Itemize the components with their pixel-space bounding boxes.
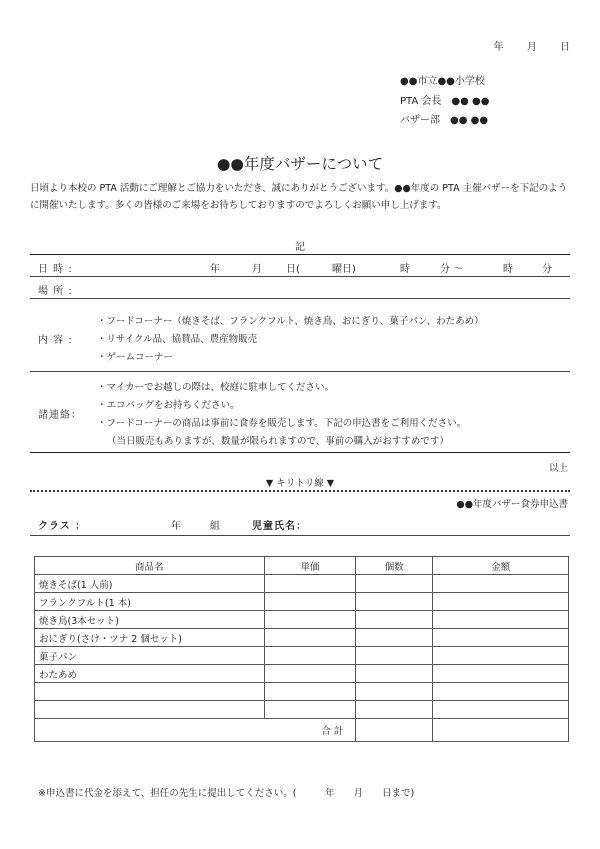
class-label: クラス ： [38, 521, 87, 532]
total-label: 合 計 [35, 719, 356, 742]
price-cell[interactable] [264, 665, 356, 683]
datetime-end-hour: 時 [503, 264, 513, 275]
amount-cell[interactable] [433, 593, 569, 611]
table-row [35, 629, 569, 647]
price-cell[interactable] [264, 593, 356, 611]
item-name: 焼きそば(1 人前) [35, 575, 265, 593]
col-header-amount: 金額 [433, 557, 569, 575]
table-header-row [35, 557, 569, 575]
price-cell[interactable] [264, 647, 356, 665]
table-row [35, 665, 569, 683]
table-row [35, 683, 569, 701]
student-name-label: 児童氏名： [252, 521, 307, 532]
datetime-day: 日( [286, 264, 300, 275]
bazaar-department: バザー部 ●● ●● [400, 115, 489, 126]
total-amount-cell[interactable] [433, 719, 569, 742]
price-cell[interactable] [264, 611, 356, 629]
school-name: ●●市立●●小学校 [400, 76, 485, 87]
content-label: 内 容 : [38, 335, 73, 346]
datetime-start-hour: 時 [400, 264, 410, 275]
qty-cell[interactable] [356, 593, 433, 611]
total-row [35, 719, 569, 742]
cut-line-label: ▼ キリトリ線 ▼ [265, 478, 335, 489]
qty-cell[interactable] [356, 629, 433, 647]
divider [30, 452, 570, 453]
datetime-year: 年 [210, 264, 220, 275]
table-row [35, 611, 569, 629]
notice-label: 諸連絡： [38, 410, 82, 421]
datetime-label: 日 時 : [38, 264, 73, 275]
col-header-qty: 個数 [356, 557, 433, 575]
qty-cell[interactable] [356, 701, 433, 719]
notice-item: （当日販売もありますが、数量が限られますので、事前の購入がおすすめです） [107, 436, 449, 447]
intro-paragraph: 日頃より本校の PTA 活動にご理解とご協力をいただき、誠にありがとうございます。●●年度の PTA 主催バザーを下記のように開催いたします。多くの皆様のご来場をお待ちしておりますのでよろしくお願い申し上げます。 [30, 183, 568, 211]
item-name: わたあめ [35, 665, 265, 683]
qty-cell[interactable] [356, 665, 433, 683]
item-name: 菓子パン [35, 647, 265, 665]
ki-heading: 記 [295, 242, 305, 253]
amount-cell[interactable] [433, 701, 569, 719]
datetime-weekday: 曜日) [332, 264, 356, 275]
date-day: 日 [560, 42, 570, 53]
amount-cell[interactable] [433, 629, 569, 647]
amount-cell[interactable] [433, 647, 569, 665]
price-cell[interactable] [264, 575, 356, 593]
content-item: ・リサイクル品、協賛品、農産物販売 [97, 334, 258, 345]
price-cell[interactable] [264, 629, 356, 647]
divider [30, 298, 570, 299]
kumi-label: 組 [210, 521, 220, 532]
form-title: ●●年度バザー食券申込書 [456, 499, 568, 510]
item-name: フランクフルト(1 本) [35, 593, 265, 611]
footer-note: ※申込書に代金を添えて、担任の先生に提出してください。( 年 月 日まで) [38, 788, 415, 799]
divider [30, 535, 570, 536]
amount-cell[interactable] [433, 665, 569, 683]
pta-president: PTA 会長 ●● ●● [400, 96, 490, 107]
notice-item: ・フードコーナーの商品は事前に食券を販売します。下記の申込書をご利用ください。 [97, 418, 467, 429]
date-month: 月 [526, 42, 537, 53]
notice-item: ・マイカーでお越しの際は、校庭に駐車してください。 [97, 382, 335, 393]
divider [30, 254, 570, 255]
price-cell[interactable] [264, 683, 356, 701]
item-name[interactable] [35, 701, 265, 719]
place-label: 場 所 : [38, 286, 73, 297]
item-name: 焼き鳥(3本セット) [35, 611, 265, 629]
cut-line [30, 490, 570, 492]
content-item: ・フードコーナー（焼きそば、フランクフルト、焼き鳥、おにぎり、菓子パン、わたあめ） [97, 316, 484, 327]
amount-cell[interactable] [433, 683, 569, 701]
datetime-month: 月 [252, 264, 262, 275]
table-row [35, 593, 569, 611]
date-line [474, 38, 570, 53]
item-name[interactable] [35, 683, 265, 701]
table-row [35, 575, 569, 593]
qty-cell[interactable] [356, 647, 433, 665]
divider [30, 371, 570, 372]
divider [30, 276, 570, 277]
amount-cell[interactable] [433, 575, 569, 593]
col-header-price: 単価 [264, 557, 356, 575]
qty-cell[interactable] [356, 575, 433, 593]
grade-label: 年 [171, 521, 181, 532]
order-table [34, 556, 569, 742]
datetime-end-minute: 分 [542, 264, 552, 275]
date-year: 年 [493, 42, 504, 53]
col-header-item: 商品名 [35, 557, 265, 575]
price-cell[interactable] [264, 701, 356, 719]
notice-item: ・エコバッグをお持ちください。 [97, 400, 240, 411]
qty-cell[interactable] [356, 683, 433, 701]
qty-cell[interactable] [356, 611, 433, 629]
ijo-text: 以上 [548, 463, 568, 474]
content-item: ・ゲームコーナー [97, 352, 174, 363]
total-qty-cell[interactable] [356, 719, 433, 742]
page-title: ●●年度バザーについて [216, 155, 384, 173]
datetime-start-minute: 分 ～ [440, 264, 464, 275]
item-name: おにぎり(さけ・ツナ 2 個セット) [35, 629, 265, 647]
amount-cell[interactable] [433, 611, 569, 629]
table-row [35, 701, 569, 719]
table-row [35, 647, 569, 665]
